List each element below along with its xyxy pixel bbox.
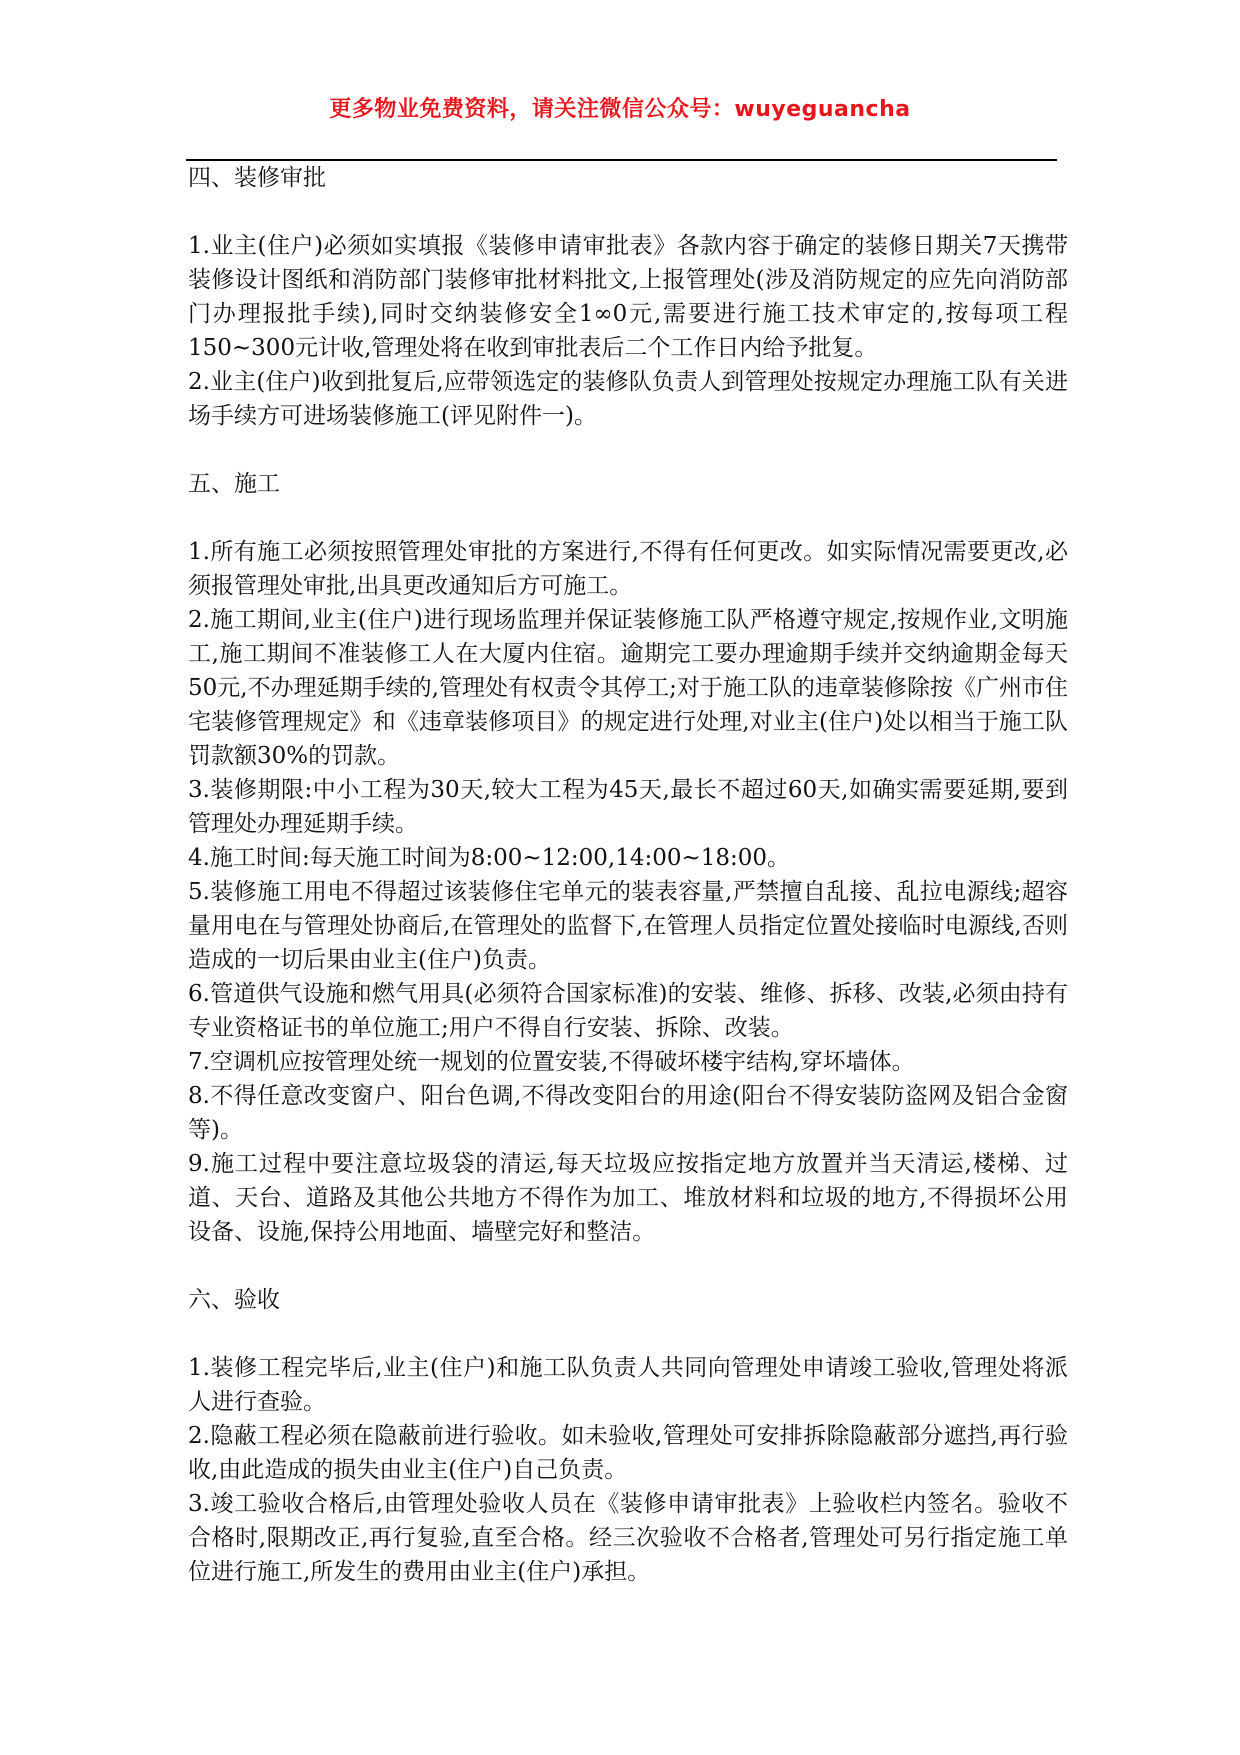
clause: 2.施工期间,业主(住户)进行现场监理并保证装修施工队严格遵守规定,按规作业,文明施工,施工期间不准装修工人在大厦内住宿。逾期完工要办理逾期手续并交纳逾期金每天50元,不办理延期手续的,管理处有权责令其停工;对于施工队的违章装修除按《广州市住宅装修管理规定》和《违章装修项目》的规定进行处理,对业主(住户)处以相当于施工队罚款额30%的罚款。 — [188, 607, 1068, 769]
section-construction — [188, 467, 1068, 1249]
clause: 4.施工时间:每天施工时间为8:00~12:00,14:00~18:00。 — [188, 845, 791, 871]
document-body — [188, 161, 1068, 1589]
spacer — [188, 501, 1068, 535]
header-banner: 更多物业免费资料，请关注微信公众号：wuyeguancha — [329, 97, 911, 122]
clause: 8.不得任意改变窗户、阳台色调,不得改变阳台的用途(阳台不得安装防盗网及铝合金窗等)。 — [188, 1083, 1068, 1143]
clause: 2.隐蔽工程必须在隐蔽前进行验收。如未验收,管理处可安排拆除隐蔽部分遮挡,再行验收,由此造成的损失由业主(住户)自己负责。 — [188, 1423, 1068, 1483]
section-title: 六、验收 — [188, 1287, 280, 1313]
clause: 6.管道供气设施和燃气用具(必须符合国家标准)的安装、维修、拆移、改装,必须由持有专业资格证书的单位施工;用户不得自行安装、拆除、改装。 — [188, 981, 1068, 1041]
clause: 5.装修施工用电不得超过该装修住宅单元的装表容量,严禁擅自乱接、乱拉电源线;超容量用电在与管理处协商后,在管理处的监督下,在管理人员指定位置处接临时电源线,否则造成的一切后果由业主(住户)负责。 — [188, 879, 1068, 973]
clause: 9.施工过程中要注意垃圾袋的清运,每天垃圾应按指定地方放置并当天清运,楼梯、过道、天台、道路及其他公共地方不得作为加工、堆放材料和垃圾的地方,不得损坏公用设备、设施,保持公用地面、墙壁完好和整洁。 — [188, 1151, 1068, 1245]
clause: 1.业主(住户)必须如实填报《装修申请审批表》各款内容于确定的装修日期关7天携带装修设计图纸和消防部门装修审批材料批文,上报管理处(涉及消防规定的应先向消防部门办理报批手续),同时交纳装修安全1∞0元,需要进行施工技术审定的,按每项工程150~300元计收,管理处将在收到审批表后二个工作日内给予批复。 — [188, 233, 1068, 361]
section-acceptance — [188, 1283, 1068, 1589]
clause: 3.竣工验收合格后,由管理处验收人员在《装修申请审批表》上验收栏内签名。验收不合格时,限期改正,再行复验,直至合格。经三次验收不合格者,管理处可另行指定施工单位进行施工,所发生的费用由业主(住户)承担。 — [188, 1491, 1068, 1585]
clause: 1.装修工程完毕后,业主(住户)和施工队负责人共同向管理处申请竣工验收,管理处将派人进行查验。 — [188, 1355, 1068, 1415]
spacer — [188, 433, 1068, 467]
spacer — [188, 1249, 1068, 1283]
clause: 3.装修期限:中小工程为30天,较大工程为45天,最长不超过60天,如确实需要延期,要到管理处办理延期手续。 — [188, 777, 1068, 837]
section-approval — [188, 161, 1068, 433]
clause: 7.空调机应按管理处统一规划的位置安装,不得破坏楼宇结构,穿坏墙体。 — [188, 1049, 915, 1075]
spacer — [188, 195, 1068, 229]
section-title: 四、装修审批 — [188, 165, 326, 191]
spacer — [188, 1317, 1068, 1351]
clause: 2.业主(住户)收到批复后,应带领选定的装修队负责人到管理处按规定办理施工队有关进场手续方可进场装修施工(评见附件一)。 — [188, 369, 1068, 429]
section-title: 五、施工 — [188, 471, 280, 497]
clause: 1.所有施工必须按照管理处审批的方案进行,不得有任何更改。如实际情况需要更改,必须报管理处审批,出具更改通知后方可施工。 — [188, 539, 1068, 599]
